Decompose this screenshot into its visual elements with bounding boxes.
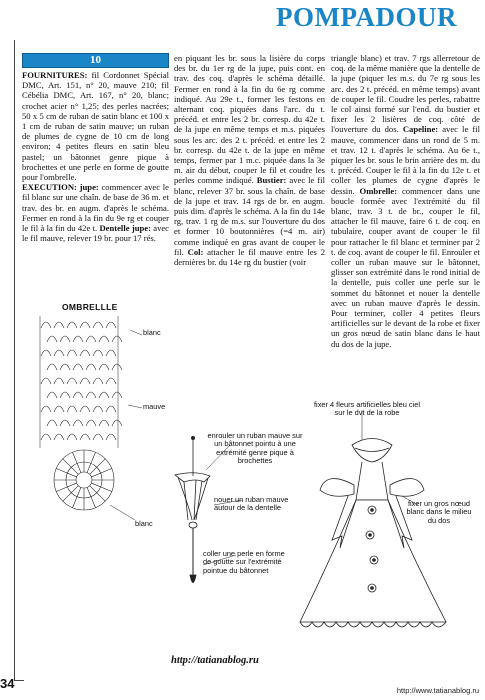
label-fix-flowers: fixer 4 fleurs artificielles bleu ciel sur le dvt de la robe — [314, 400, 420, 418]
lace-arc — [106, 406, 116, 412]
lace-arc — [54, 406, 64, 412]
execution-text: commencer avec le fil blanc sur une chaîn. de base de 36 m. et trav. des br. en augm. d'après le schéma. Fermer en rond à la fin du 9e rg et couper le fil à la fin du 42e t. — [22, 182, 169, 234]
label-mauve: mauve — [143, 402, 166, 411]
lace-arc — [54, 378, 64, 384]
label-glue-pearl: coller une perle en forme de goutte sur l'extrémité pointue du bâtonnet — [203, 549, 285, 575]
lace-arc — [112, 392, 122, 398]
page-number: 34 — [0, 676, 15, 691]
lace-arc — [54, 434, 64, 440]
footer-url: http://tatianablog.ru — [171, 655, 259, 666]
lace-arc — [106, 350, 116, 356]
lace-arc — [86, 364, 96, 370]
lace-arc — [80, 406, 90, 412]
label-ribbon-wrap: enrouler un ruban mauve sur un bâtonnet pointu à une extrémité genre pique à brochettes — [207, 431, 303, 466]
diagram-title: OMBRELLLE — [62, 302, 118, 312]
lace-arc — [73, 364, 83, 370]
lace-arc — [54, 322, 64, 328]
col-heading: Col: — [187, 246, 204, 257]
lace-arc — [67, 322, 77, 328]
lace-arc — [106, 378, 116, 384]
label-blanc-bottom: blanc — [135, 519, 153, 528]
label-fix-bow: fixer un gros nœud blanc dans le milieu du dos — [406, 499, 472, 525]
lace-arc — [41, 322, 51, 328]
materials-heading: FOURNITURES: — [22, 70, 88, 80]
lace-arc — [86, 392, 96, 398]
lace-arc — [93, 350, 103, 356]
lace-arc — [60, 420, 70, 426]
lace-arc — [47, 392, 57, 398]
lace-arc — [60, 336, 70, 342]
pattern-number-badge: 10 — [22, 53, 169, 68]
lace-arc — [47, 364, 57, 370]
lace-heading: Dentelle jupe: — [99, 223, 151, 234]
lace-arc — [86, 420, 96, 426]
lace-arc — [47, 336, 57, 342]
bustier-text: avec le fil blanc, relever 37 br. sous la chaîn. de base de la jupe et trav. 14 rgs de br. en augm. puis dim. d'après le schéma. A la fin du 14e rg, trav. 1 rg de m.s. sur l'ouverture du dos et former 10 boutonnières (=4 m. air) comme indiqué en gras avant de couper le fil. — [174, 175, 326, 257]
flower-center — [369, 534, 372, 537]
capeline-heading: Capeline: — [402, 124, 439, 135]
label-blanc-top: blanc — [143, 328, 161, 337]
lace-arc — [112, 420, 122, 426]
lace-arc — [99, 336, 109, 342]
flower-center — [371, 587, 374, 590]
lace-arc — [93, 322, 103, 328]
lace-arc — [99, 392, 109, 398]
col3-text-a: triangle blanc) et trav. 7 rgs allerretour de coq. de la même manière que la dentelle de la jupe (piquer les m.s. du 7e rg sous les arc. des 2 t. précéd. en même temps) avant de couper le fil. Coudre les perles, rabattre le col ainsi formé sur l'end. du bustier et fixer les 2 lisières de coq. côté de l'ouverture du dos. — [331, 53, 480, 135]
lace-arc — [67, 406, 77, 412]
center-round-chart — [54, 450, 114, 510]
lace-arc — [93, 434, 103, 440]
lace-arc — [73, 392, 83, 398]
lace-arc — [67, 434, 77, 440]
capeline-text: avec le fil mauve, commencer dans un rond de 5 m. et trav. 12 t. d'après le schéma. Au 6e t., piquer les br. sous le brin arrière des m. du t. précéd. Couper le fil à la fin du 12e t. et coller les plumes de cygne d'après le dessin. — [331, 124, 480, 196]
lace-arc — [73, 420, 83, 426]
label-tie-ribbon: nouer un ruban mauve autour de la dentelle — [214, 495, 289, 513]
lace-arc — [99, 420, 109, 426]
lace-arc — [106, 434, 116, 440]
lace-arc — [41, 434, 51, 440]
watermark-url: http://www.tatianablog.ru — [396, 686, 479, 695]
lace-arc — [99, 364, 109, 370]
lace-arc — [67, 350, 77, 356]
col-text: attacher le fil mauve entre les 2 dernières br. du 14e rg du bustier (voir — [174, 246, 326, 268]
ombrelle-text: commencer dans une boucle formée avec l'extrémité du fil blanc, trav. 3 t. de br., couper le fil, attacher le fil mauve, faire 6 t. de coq. en tubulaire, couper avant de couper le fil pour rattacher le fil blanc et terminer par 2 t. de coq. avant de couper le fil. Enrouler et coller un ruban mauve sur le bâtonnet, glisser son extrémité dans le rond initial de la dentelle, puis coller une perle sur le sommet du bâtonnet et nouer la dentelle avec un ruban mauve d'après le dessin. Pour terminer, coller 4 petites fleurs artificielles sur le devant de la robe et fixer un gros nœud de satin blanc dans le haut du dos de la jupe. — [331, 185, 480, 349]
lace-arc — [73, 336, 83, 342]
lace-arc — [67, 378, 77, 384]
lace-arc — [93, 378, 103, 384]
lace-arc — [41, 378, 51, 384]
lace-arc — [47, 420, 57, 426]
lace-arc — [54, 350, 64, 356]
lace-arc — [60, 392, 70, 398]
lace-arc — [80, 322, 90, 328]
lace-arc — [106, 322, 116, 328]
lace-arc — [60, 364, 70, 370]
lace-arc — [80, 434, 90, 440]
lace-arc — [112, 364, 122, 370]
lace-arc — [86, 336, 96, 342]
ombrelle-heading: Ombrelle: — [359, 185, 398, 196]
materials-text: fil Cordonnet Spécial DMC, Art. 151, n° 20, mauve 210; fil Cébélia DMC, Art. 167, n° 20, blanc; crochet acier n° 1,25; des perles nacrées; 50 x 5 cm de ruban de satin blanc et 100 x 1 cm de ruban de satin mauve; un ruban de plumes de cygne de 10 cm de long environ; 4 petites fleurs en satin bleu pastel; un bâtonnet genre pique à brochettes et une perle en forme de goutte pour l'ombrelle. — [22, 70, 169, 183]
lace-arc — [93, 406, 103, 412]
bustier-heading: Bustier: — [256, 175, 287, 186]
lace-arc — [80, 350, 90, 356]
execution-heading: EXECUTION: jupe: — [22, 182, 99, 193]
col2-text-a: en piquant les br. sous la lisière du corps des br. du 1er rg de la jupe, puis cont. en trav. des coq. d'après le schéma détaillé. Fermer en rond à la fin du 6e rg comme indiqué. Au 29e t., former les festons en alternant coq. piquées dans l'arc. du t. précéd. et entre les 2 br. corresp. du 42e t. de la jupe en même temps et m.s. piquées sous les arc. des 2 t. précéd. et entre les 2 br. corresp. du 42e t. de la jupe en même temps, fermer par 1 m.c. piquée dans la 3e m. air du début, couper le fil et coudre les perles comme indiqué. — [174, 53, 325, 186]
lace-arc — [80, 378, 90, 384]
doll-dress-drawing — [300, 439, 446, 628]
lace-arc — [41, 406, 51, 412]
lace-text: avec le fil mauve, relever 19 br. pour 17 rés. — [22, 223, 169, 244]
flower-center — [371, 509, 374, 512]
lace-stitch-chart — [40, 316, 122, 448]
page-title: POMPADOUR — [276, 2, 457, 32]
lace-arc — [41, 350, 51, 356]
flower-center — [373, 559, 376, 562]
lace-arc — [112, 336, 122, 342]
